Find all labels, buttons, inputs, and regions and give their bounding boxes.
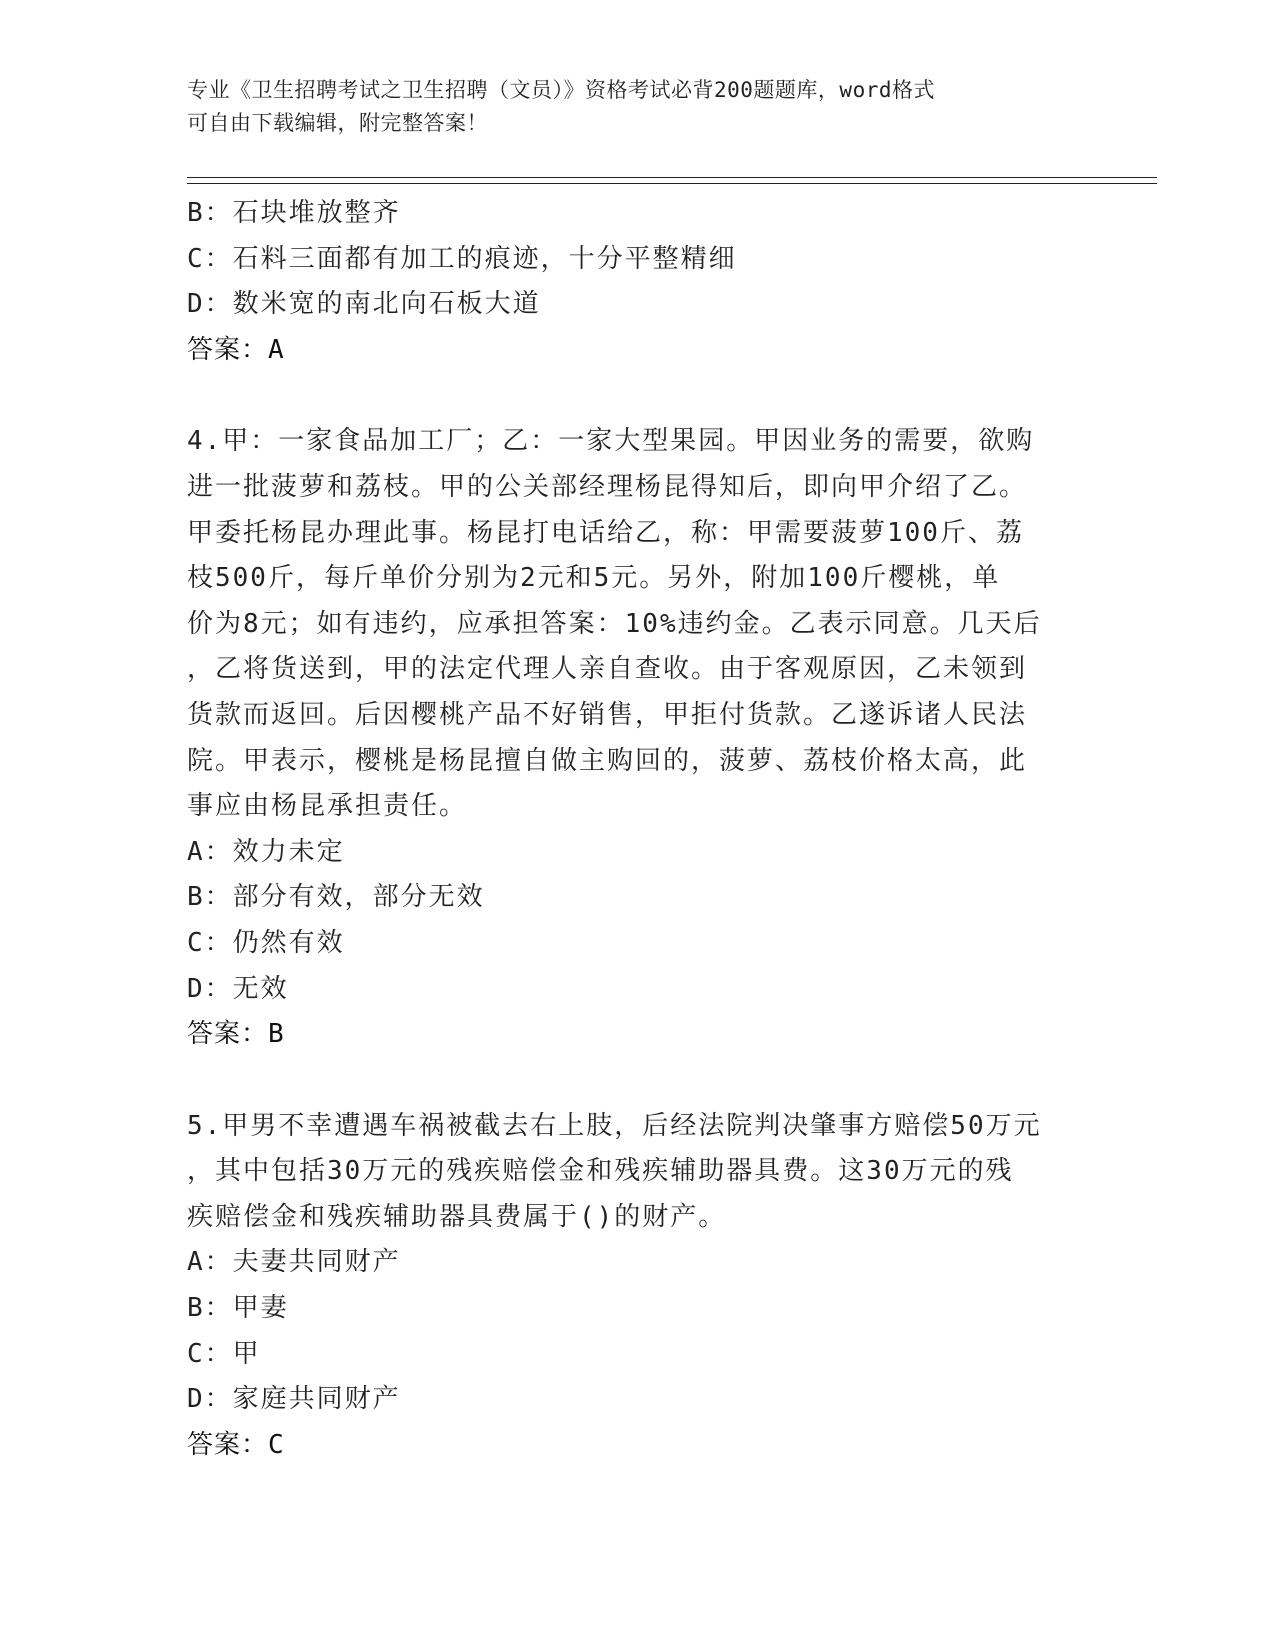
document-header [187, 74, 1067, 140]
stem-line: ，其中包括30万元的残疾赔偿金和残疾辅助器具费。这30万元的残 [187, 1156, 1014, 1187]
header-rule [187, 183, 1157, 184]
question-4 [187, 419, 1067, 1057]
option-b: B：部分有效，部分无效 [187, 882, 485, 913]
option-d: D：数米宽的南北向石板大道 [187, 289, 541, 320]
stem-line: 枝500斤，每斤单价分别为2元和5元。另外，附加100斤樱桃，单 [187, 563, 1001, 594]
stem-line: ，乙将货送到，甲的法定代理人亲自查收。由于客观原因，乙未领到 [187, 654, 1028, 685]
stem-line: 进一批菠萝和荔枝。甲的公关部经理杨昆得知后，即向甲介绍了乙。 [187, 471, 1028, 502]
answer: 答案：B [187, 1019, 285, 1050]
question-stem [187, 1104, 1067, 1241]
stem-line: 5.甲男不幸遭遇车祸被截去右上肢，后经法院判决肇事方赔偿50万元 [187, 1110, 1042, 1141]
option-c: C：石料三面都有加工的痕迹，十分平整精细 [187, 243, 737, 274]
answer: 答案：A [187, 334, 285, 365]
stem-line: 甲委托杨昆办理此事。杨昆打电话给乙，称：甲需要菠萝100斤、荔 [187, 517, 1024, 548]
option-d: D：无效 [187, 973, 289, 1004]
header-rule [187, 177, 1157, 178]
stem-line: 价为8元；如有违约，应承担答案：10%违约金。乙表示同意。几天后 [187, 608, 1042, 639]
option-b: B：石块堆放整齐 [187, 198, 401, 228]
stem-line: 事应由杨昆承担责任。 [187, 791, 468, 822]
option-d: D：家庭共同财产 [187, 1384, 401, 1415]
header-line: 专业《卫生招聘考试之卫生招聘（文员）》资格考试必背200题题库，word格式 [187, 78, 935, 102]
option-c: C：仍然有效 [187, 927, 345, 958]
stem-line: 货款而返回。后因樱桃产品不好销售，甲拒付货款。乙遂诉诸人民法 [187, 699, 1028, 730]
question-stem [187, 419, 1067, 829]
stem-line: 4.甲：一家食品加工厂；乙：一家大型果园。甲因业务的需要，欲购 [187, 426, 1035, 457]
option-b: B：甲妻 [187, 1293, 289, 1324]
answer: 答案：C [187, 1429, 285, 1460]
question-5 [187, 1104, 1067, 1469]
document-body [187, 191, 1067, 1468]
option-a: A：效力未定 [187, 836, 345, 867]
header-line: 可自由下载编辑，附完整答案！ [187, 111, 488, 135]
question-3-tail [187, 191, 1067, 373]
option-a: A：夫妻共同财产 [187, 1247, 401, 1278]
stem-line: 院。甲表示，樱桃是杨昆擅自做主购回的，菠萝、荔枝价格太高，此 [187, 745, 1028, 776]
stem-line: 疾赔偿金和残疾辅助器具费属于()的财产。 [187, 1201, 727, 1232]
option-c: C：甲 [187, 1338, 261, 1369]
